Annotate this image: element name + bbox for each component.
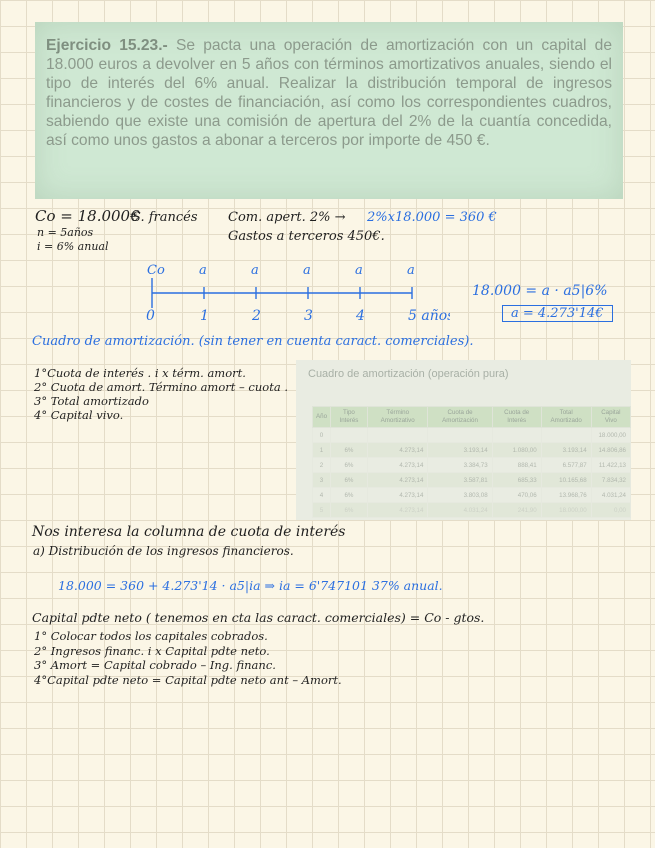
note-commission-calc: 2%x18.000 = 360 € [367,210,497,225]
note-commission: Com. apert. 2% → [228,210,346,225]
exercise-title: Ejercicio 15.23.- [46,37,168,54]
table-cell [428,428,492,443]
table-cell: 18.000,00 [541,503,591,518]
table-cell: 1 [313,443,331,458]
timeline-period-label: 2 [252,308,261,324]
table-cell: 14.806,86 [591,443,630,458]
table-cell: 3.803,08 [428,488,492,503]
table-cell: 6% [331,458,368,473]
timeline-period-label: 3 [304,308,313,324]
table-cell: 4.031,24 [591,488,630,503]
timeline-period-label: 5 años [408,308,450,324]
table-header-cell: Tipo Interés [331,407,368,428]
cash-flow-timeline [130,258,450,328]
table-cell: 685,33 [492,473,541,488]
table-cell: 11.422,13 [591,458,630,473]
table-cell: 10.165,68 [541,473,591,488]
tae-equation: 18.000 = 360 + 4.273'14 · a5|ia ⇒ ia = 6'747101 37% anual. [58,578,443,593]
table-header-cell: Año [313,407,331,428]
amortization-table-photo [296,360,631,520]
table-cell: 3.587,81 [428,473,492,488]
table-header-cell: Cuota de Interés [492,407,541,428]
note-expenses: Gastos a terceros 450€. [228,229,385,244]
table-cell: 5 [313,503,331,518]
annuity-result-box: a = 4.273'14€ [502,305,613,322]
equation-annuity: 18.000 = a · a5|6% [472,283,608,299]
note-c0: Co = 18.000€ [35,207,140,225]
table-cell: 3.193,14 [428,443,492,458]
table-cell: 241,90 [492,503,541,518]
timeline-period-label: 0 [146,308,155,324]
table-cell: 3.384,73 [428,458,492,473]
table-row [313,458,631,473]
table-row [313,503,631,518]
table-header-cell: Total Amortizado [541,407,591,428]
timeline-capital-label: Co [147,263,165,278]
timeline-period-label: 4 [356,308,365,324]
net-steps-list [34,629,342,687]
timeline-diagram [130,258,450,328]
net-capital-definition: Capital pdte neto ( tenemos en cta las caract. comerciales) = Co - gtos. [32,610,485,625]
exercise-statement [46,36,612,150]
table-row [313,488,631,503]
table-cell: 3 [313,473,331,488]
table-cell: 6% [331,443,368,458]
table-cell: 4.273,14 [367,458,428,473]
note-method: S. francés [132,210,198,225]
net-step-4: 4°Capital pdte neto = Capital pdte neto ant – Amort. [34,672,342,687]
table-cell: 4.031,24 [428,503,492,518]
table-header-cell: Capital Vivo [591,407,630,428]
table-cell: 7.834,32 [591,473,630,488]
table-header-row [313,407,631,428]
table-cell: 6% [331,503,368,518]
amortization-table [312,406,631,518]
table-cell [367,428,428,443]
table-cell: 4.273,14 [367,488,428,503]
table-cell: 4.273,14 [367,443,428,458]
table-cell: 6% [331,488,368,503]
table-cell: 2 [313,458,331,473]
table-cell: 6% [331,473,368,488]
timeline-term-label: a [407,263,415,278]
table-title: Cuadro de amortización (operación pura) [308,368,509,380]
table-cell: 0 [313,428,331,443]
cuadro-heading: Cuadro de amortización. (sin tener en cuenta caract. comerciales). [32,334,474,349]
table-row [313,443,631,458]
table-header-cell: Término Amortizativo [367,407,428,428]
interest-note: Nos interesa la columna de cuota de interés [32,524,346,540]
steps-list [34,366,288,422]
timeline-term-label: a [199,263,207,278]
table-cell: 6.577,87 [541,458,591,473]
net-step-2: 2° Ingresos financ. i x Capital pdte neto. [34,643,270,658]
section-a-heading: a) Distribución de los ingresos financieros. [33,544,294,558]
step-4: 4° Capital vivo. [34,408,124,422]
table-cell [492,428,541,443]
table-cell [331,428,368,443]
note-n: n = 5años [37,226,94,239]
table-header-cell: Cuota de Amortización [428,407,492,428]
step-3: 3° Total amortizado [34,394,149,408]
table-cell: 4 [313,488,331,503]
exercise-body: Se pacta una operación de amortización con un capital de 18.000 euros a devolver en 5 años con términos amortizativos anuales, siendo el tipo de interés del 6% anual. Realizar la distribución temporal de ingresos financieros y de costes de financiación, así como los correspondientes cuadros, sabiendo que existe una comisión de apertura del 2% de la cuantía concedida, así como unos gastos a abonar a terceros por importe de 450 €. [46,37,612,149]
timeline-term-label: a [251,263,259,278]
table-row [313,428,631,443]
net-step-3: 3° Amort = Capital cobrado – Ing. financ. [34,658,276,672]
table-cell: 18.000,00 [591,428,630,443]
table-cell: 0,00 [591,503,630,518]
step-2: 2° Cuota de amort. Término amort – cuota . [34,380,288,394]
note-i: i = 6% anual [37,240,109,253]
timeline-term-label: a [355,263,363,278]
step-1: 1°Cuota de interés . i x térm. amort. [34,366,246,380]
table-cell: 470,06 [492,488,541,503]
timeline-period-label: 1 [200,308,209,324]
table-row [313,473,631,488]
table-cell: 4.273,14 [367,503,428,518]
table-cell: 4.273,14 [367,473,428,488]
table-cell: 888,41 [492,458,541,473]
table-cell: 3.193,14 [541,443,591,458]
net-step-1: 1° Colocar todos los capitales cobrados. [34,629,268,643]
table-cell: 1.080,00 [492,443,541,458]
table-cell: 13.968,76 [541,488,591,503]
table-cell [541,428,591,443]
timeline-term-label: a [303,263,311,278]
